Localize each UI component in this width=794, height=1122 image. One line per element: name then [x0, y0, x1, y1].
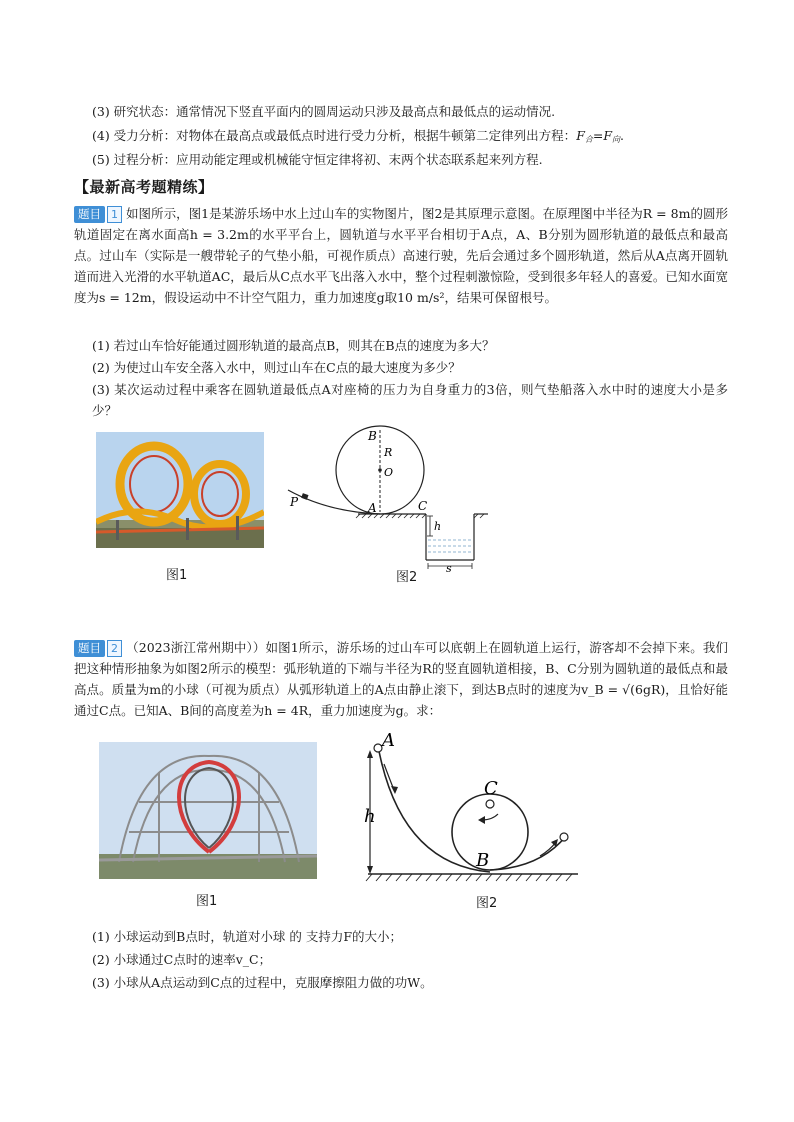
section-heading: 【最新高考题精练】: [74, 178, 214, 196]
problem2-q2: (2) 小球通过C点时的速率v_C；: [92, 952, 272, 967]
label-C: C: [484, 778, 498, 799]
intro-line-4-text: (4) 受力分析：对物体在最高点或最低点时进行受力分析，根据牛顿第二定律列出方程：: [92, 128, 577, 143]
label-R: R: [384, 446, 393, 459]
label-B: B: [368, 429, 377, 443]
problem1-stem-text: 如图所示，图1是某游乐场中水上过山车的实物图片，图2是其原理示意图。在原理图中半径为R = 8m的圆形轨道固定在离水面高h = 3.2m的水平平台上，圆轨道与水平平台相切于A点，A、B分别为圆形轨道的最低点和最高点。过山车（实际是一艘带轮子的气垫小船，可视作质点）高速行驶，先后会通过多个圆形轨道，然后从A点离开圆轨道而进入光滑的水平轨道AC，最后从C点水平飞出落入水中，整个过程刺激惊险，受到很多年轻人的喜爱。已知水面宽度为s = 12m，假设运动中不计空气阻力，重力加速度g取10 m/s²，结果可保留根号。: [74, 206, 728, 305]
water-coaster-photo-icon: [96, 432, 264, 548]
problem2-q3: (3) 小球从A点运动到C点的过程中，克服摩擦阻力做的功W。: [92, 975, 433, 990]
problem1-tag: 题目: [74, 206, 105, 223]
label-A: A: [368, 501, 377, 515]
problem2-tag: 题目: [74, 640, 105, 657]
problem2-stem-text: 如图1所示，游乐场的过山车可以底朝上在圆轨道上运行，游客却不会掉下来。我们把这种情形抽象为如图2所示的模型：弧形轨道的下端与半径为R的竖直圆轨道相接，B、C分别为圆轨道的最低点和最高点。质量为m的小球（可视为质点）从弧形轨道上的A点由静止滚下，到达B点时的速度为v_B = √(6gR)，且恰好能通过C点。已知A、B间的高度差为h = 4R，重力加速度为g。求：: [74, 640, 728, 718]
equation-4: [576, 128, 624, 143]
problem2-fig2-diagram: [360, 724, 590, 890]
eq-end: .: [620, 128, 625, 143]
label-A: A: [382, 730, 395, 751]
eq-lhs: F: [576, 128, 585, 143]
eq-lhs-sub: 合: [584, 135, 593, 144]
problem1-stem: [74, 203, 728, 308]
problem2-fig1-caption: 图1: [196, 894, 218, 909]
problem1-fig2-caption: 图2: [396, 570, 418, 585]
intro-line-4: [92, 126, 624, 150]
label-P: P: [290, 495, 299, 509]
problem1-q1: (1) 若过山车恰好能通过圆形轨道的最高点B，则其在B点的速度为多大？: [92, 338, 495, 353]
label-s: s: [446, 562, 452, 574]
problem2-fig2-caption: 图2: [476, 896, 498, 911]
problem2-number: 2: [107, 640, 122, 657]
eq-sign: =: [592, 128, 604, 143]
loop-coaster-photo-icon: [99, 742, 317, 879]
label-h: h: [434, 520, 442, 533]
problem2-fig1-photo: [99, 742, 317, 879]
problem2-stem: [74, 637, 728, 721]
problem1-q3: (3) 某次运动过程中乘客在圆轨道最低点A对座椅的压力为自身重力的3倍，则气垫船落入水中时的速度大小是多少？: [92, 382, 728, 418]
problem2-q1: (1) 小球运动到B点时，轨道对小球 的 支持力F的大小；: [92, 929, 402, 944]
problem2-source: （2023浙江常州期中））: [126, 640, 266, 655]
problem1-number: 1: [107, 206, 122, 223]
problem1-fig1-photo: [96, 432, 264, 548]
problem1-fig1-caption: 图1: [166, 568, 188, 583]
intro-line-5: (5) 过程分析：应用动能定理或机械能守恒定律将初、末两个状态联系起来列方程.: [92, 152, 543, 167]
eq-rhs-sub: 向: [612, 135, 621, 144]
problem1-q2: (2) 为使过山车安全落入水中，则过山车在C点的最大速度为多少？: [92, 360, 461, 375]
intro-line-3: (3) 研究状态：通常情况下竖直平面内的圆周运动只涉及最高点和最低点的运动情况.: [92, 104, 556, 119]
label-h: h: [364, 806, 376, 827]
label-O: O: [384, 466, 394, 479]
label-C: C: [418, 499, 428, 513]
eq-rhs: F: [603, 128, 613, 143]
problem1-fig2-diagram: [278, 424, 498, 574]
label-B: B: [476, 850, 490, 871]
